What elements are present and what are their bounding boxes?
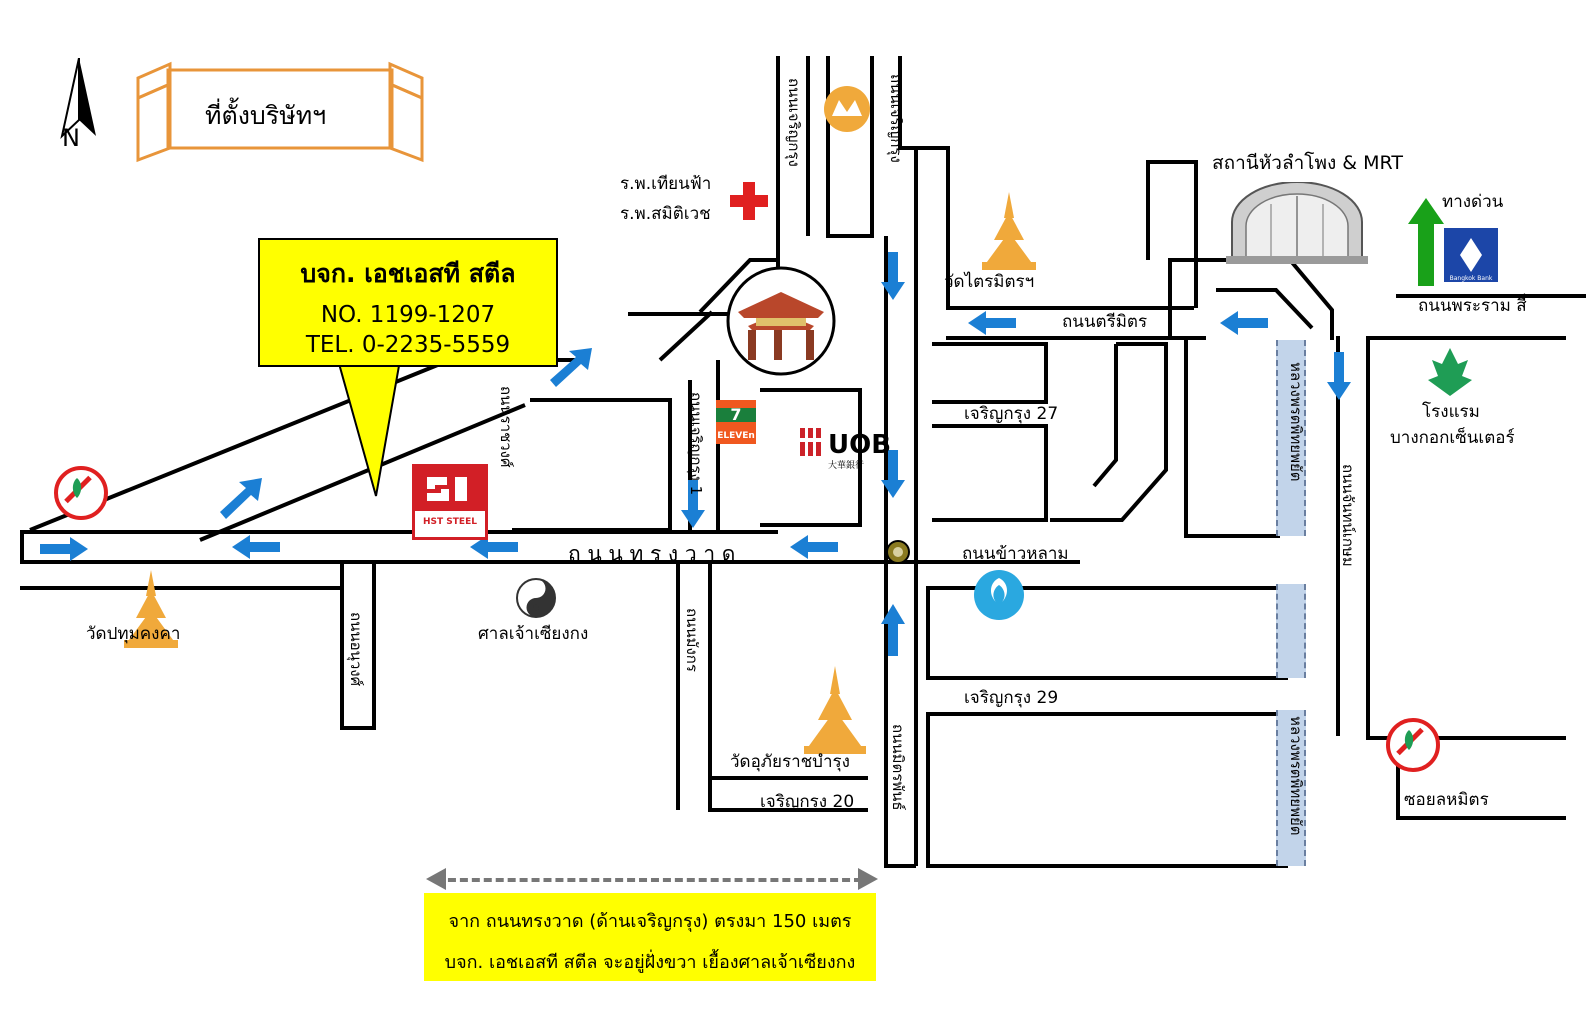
bottom-note-box <box>424 893 876 981</box>
road-line <box>826 56 830 236</box>
company-callout <box>258 238 558 367</box>
road-line <box>1146 160 1150 260</box>
traffic-marker-icon <box>886 540 910 564</box>
road-line <box>1180 256 1360 366</box>
bank-emblem-icon <box>974 570 1024 620</box>
road-line <box>926 676 1288 680</box>
hst-steel-label: HST STEEL <box>423 517 477 527</box>
road-line <box>1146 160 1196 164</box>
chinatown-gate-icon <box>726 266 836 376</box>
label-san-chao: ศาลเจ้าเซียงกง <box>478 624 589 644</box>
label-charoenkrung-27: เจริญกรุง 27 <box>964 404 1059 424</box>
temple-icon <box>978 192 1040 272</box>
label-road-vertical-4: ถนนเจริญกรุง 1 <box>687 392 705 496</box>
hospital-cross-icon <box>730 182 768 220</box>
seven-eleven-icon <box>716 400 756 444</box>
measure-arrow-left-icon <box>424 866 448 892</box>
road-line <box>926 586 930 678</box>
direction-arrow-icon <box>1326 352 1356 402</box>
label-hotel-line2: บางกอกเซ็นเตอร์ <box>1390 428 1515 448</box>
road-line <box>20 530 24 562</box>
uob-label: UOB <box>828 430 892 460</box>
expressway-arrow-icon <box>1406 196 1446 288</box>
label-hotel-line1: โรงแรม <box>1422 402 1480 422</box>
no-entry-inner-icon <box>1396 728 1422 754</box>
label-hospital-samitivej: ร.พ.สมิติเวช <box>620 204 711 224</box>
measure-arrow-right-icon <box>856 866 880 892</box>
svg-text:Bangkok Bank: Bangkok Bank <box>1449 275 1493 282</box>
road-line <box>884 864 916 868</box>
label-road-vertical-10: ถนนจันทน์เกษม <box>1339 464 1357 567</box>
label-hualamphong: สถานีหัวลำโพง & MRT <box>1212 152 1403 174</box>
no-entry-inner-icon <box>64 476 90 502</box>
direction-arrow-icon <box>880 600 910 656</box>
elevated-road-strip <box>1276 584 1306 678</box>
direction-arrow-icon <box>218 478 268 520</box>
svg-text:7: 7 <box>730 405 742 424</box>
label-road-vertical-1: ถนนเจริญกรุง <box>785 78 803 167</box>
label-road-vertical-2: ถนนเจริญกรุง <box>887 74 905 163</box>
label-songwat-road: ถ น น ท ร ง ว า ด <box>568 542 736 566</box>
label-road-vertical-5: ถนนอนุวงศ์ <box>347 612 365 687</box>
label-road-vertical-7: ถนนมิตรพันธ์ <box>889 724 907 811</box>
title-banner-label: ที่ตั้งบริษัทฯ <box>205 101 327 130</box>
temple-icon <box>800 666 870 756</box>
road-line <box>926 864 1288 868</box>
road-line <box>708 776 868 780</box>
road-line <box>372 560 376 730</box>
temple-emblem-icon <box>824 86 870 132</box>
road-line <box>708 560 712 810</box>
bottom-note-line2: บจก. เอชเอสที สตีล จะอยู่ฝั่งขวา เยื้องศาลเจ้าเซียงกง <box>444 952 856 973</box>
direction-arrow-icon <box>1220 310 1270 340</box>
direction-arrow-icon <box>40 536 90 566</box>
label-soi-lamit: ซอยลหมิตร <box>1404 790 1489 810</box>
road-line <box>826 234 874 238</box>
road-line <box>1366 336 1566 340</box>
label-road-vertical-3: ถนนราชวงศ์ <box>497 386 515 468</box>
callout-address: NO. 1199-1207 <box>320 302 496 328</box>
label-trimit-road: ถนนตรีมิตร <box>1062 312 1148 332</box>
callout-pointer <box>330 360 450 500</box>
label-charoenkrung-29: เจริญกรุง 29 <box>964 688 1059 708</box>
direction-arrow-icon <box>790 534 840 564</box>
uob-sub-label: 大華銀行 <box>828 461 865 471</box>
label-wat-upai: วัดอุภัยราชบำรุง <box>730 752 850 772</box>
label-road-vertical-8: หลวงพรตพิทยพยัต <box>1287 362 1305 482</box>
road-line <box>1168 260 1172 340</box>
label-road-vertical-9: หลวงพรตพิทยพยัต <box>1287 716 1305 836</box>
road-songwat <box>20 560 1080 564</box>
shrine-yinyang-icon <box>516 578 556 618</box>
hualamphong-station-icon <box>1226 182 1368 264</box>
distance-measure-line <box>436 878 862 882</box>
direction-arrow-icon <box>880 252 910 302</box>
label-khaolam-road: ถนนข้าวหลาม <box>962 544 1069 564</box>
road-line <box>806 56 810 236</box>
road-line <box>926 340 1186 540</box>
bottom-note-line1: จาก ถนนทรงวาด (ด้านเจริญกรุง) ตรงมา 150 เมตร <box>448 911 852 932</box>
label-charoenkrung-20: เจริญกรุง 20 <box>760 792 855 812</box>
road-line <box>926 712 1288 716</box>
road-line <box>1366 336 1370 736</box>
road-line <box>20 530 220 534</box>
road-line <box>870 56 874 236</box>
hotel-emblem-icon <box>1424 346 1476 398</box>
label-expressway: ทางด่วน <box>1442 192 1504 212</box>
callout-phone: TEL. 0-2235-5559 <box>305 332 511 358</box>
label-hospital-thianfa: ร.พ.เทียนฟ้า <box>620 174 712 194</box>
svg-text:ELEVEn: ELEVEn <box>717 431 755 441</box>
road-line <box>1396 816 1566 820</box>
callout-company-name: บจก. เอชเอสที สตีล <box>300 259 516 288</box>
label-wat-pathum: วัดปทุมคงคา <box>86 624 181 644</box>
road-line <box>914 146 918 866</box>
road-line <box>926 712 930 868</box>
compass-north-label: N <box>62 124 80 152</box>
road-line <box>1184 340 1188 536</box>
uob-logo-icon <box>800 428 826 456</box>
label-rama4: ถนนพระราม สี่ <box>1418 296 1527 316</box>
label-road-vertical-6: ถนนมังกร <box>683 608 701 672</box>
direction-arrow-icon <box>232 534 282 564</box>
road-line <box>1184 534 1280 538</box>
bangkok-bank-icon <box>1444 228 1498 282</box>
direction-arrow-icon <box>968 310 1018 340</box>
label-wat-traimit: วัดไตรมิตรฯ <box>944 272 1035 292</box>
